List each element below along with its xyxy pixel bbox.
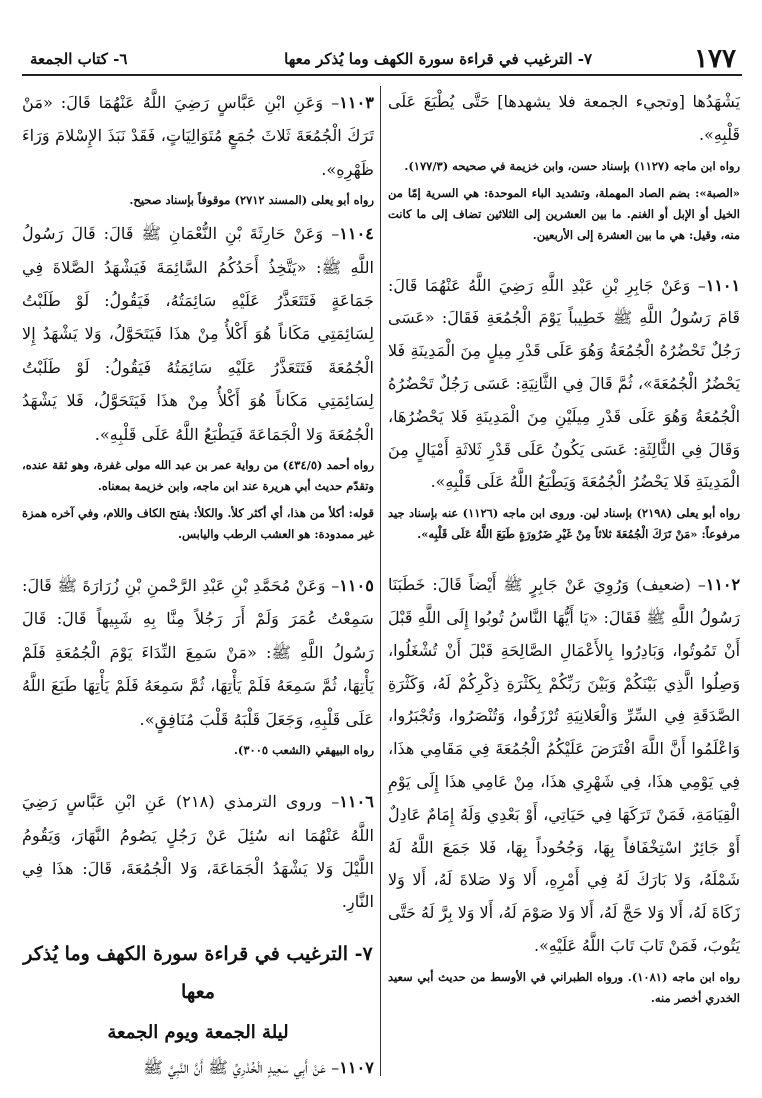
hadith-1104: ١١٠٤– وَعَنْ حَارِثَةَ بْنِ النُّعْمَانِ ﷺ قَالَ: قَالَ رَسُولُ اللَّهِ ﷺ: «يَتَّخِذُ أَحَدُكُمُ السَّائِمَةَ فَيَشْهَدُ الصَّلاةَ فِي جَمَاعَةٍ فَتَتَعَذَّرُ عَلَيْهِ سَائِمَتُهُ، فَيَقُولُ: لَوْ طَلَبْتُ لِسَائِمَتِي مَكَاناً هُوَ أَكْلأُ مِنْ هذَا فَيَتَحَوَّلُ، وَلا يَشْهَدُ إِلا الْجُمُعَةَ فَتَتَعَذَّرُ عَلَيْهِ سَائِمَتُهُ فَيَقُولُ: لَوْ طَلَبْتُ لِسَائِمَتِي مَكَاناً هُوَ أَكْلأُ مِنْ هذَا فَيَتَحَوَّلُ، فَلا يَشْهَدُ الْجُمُعَةَ وَلا الْجَمَاعَةَ فَيَطْبَعُ اللَّهُ عَلَى قَلْبِهِ».: [22, 224, 374, 444]
hadith-text: وَعَنِ ابْنِ عَبَّاسٍ رَضِيَ اللَّهُ عَنْهُمَا قَالَ: «مَنْ تَرَكَ الْجُمُعَةَ ثَلاثَ جُمَعٍ مُتَوَالِيَاتٍ، فَقَدْ نَبَذَ الإِسْلامَ وَرَاءَ ظَهْرِهِ».: [22, 93, 374, 179]
source-note: رواه ابن ماجه (١٠٨١). ورواه الطبراني في الأوسط من حديث أبي سعيد الخدري أخصر منه.: [388, 969, 740, 1005]
right-column: [388, 86, 740, 1015]
hadith-number: ١١٠٥: [339, 576, 374, 596]
source-note: رواه ابن ماجه (١١٢٧) بإسناد حسن، وابن خزيمة في صحيحه (١٧٧/٣).: [404, 158, 740, 173]
page-number: ١٧٧: [694, 44, 736, 74]
source-note: رواه البيهقي (الشعب ٣٠٠٥).: [233, 743, 374, 758]
hadith-text: وَعَنْ مُحَمَّدِ بْنِ عَبْدِ الرَّحْمنِ بْنِ زُرَارَةَ ﷺ قَالَ: سَمِعْتُ عُمَرَ وَلَمْ أَرَ رَجُلاً مِنَّا بِهِ شَبِيهاً قَالَ: قَالَ رَسُولُ اللَّهِ ﷺ: «مَنْ سَمِعَ النِّدَاءَ يَوْمَ الْجُمُعَةِ فَلَمْ يَأْتِهَا، ثُمَّ سَمِعَهُ فَلَمْ يَأْتِهَا، ثُمَّ سَمِعَهُ فَلَمْ يَأْتِهَا طَبَعَ اللَّهُ عَلَى قَلْبِهِ، وَجَعَلَ قَلْبَهُ قَلْبَ مُنَافِقٍ».: [22, 576, 374, 729]
hadith-1102: ١١٠٢– (ضعيف) وَرُوِيَ عَنْ جَابِرٍ ﷺ أَيْضاً قَالَ: خَطَبَنَا رَسُولُ اللَّهِ ﷺ فَقَالَ: «يَا أَيُّهَا النَّاسُ تُوبُوا إِلَى اللَّهِ قَبْلَ أَنْ تَمُوتُوا، وَبَادِرُوا بِالأَعْمَالِ الصَّالِحَةِ قَبْلَ أَنْ تُشْغَلُوا، وَصِلُوا الَّذِي بَيْنَكُمْ وَبَيْنَ رَبِّكُمْ بِكَثْرَةِ ذِكْرِكُمْ لَهُ، وَكَثْرَةِ الصَّدَقَةِ فِي السِّرِّ وَالْعَلانِيَةِ تُرْزَقُوا، وَتُنْصَرُوا، وَتُجْبَرُوا، وَاعْلَمُوا أَنَّ اللَّهَ افْتَرَضَ عَلَيْكُمُ الْجُمُعَةَ فِي مَقَامِي هذَا، فِي يَوْمِي هذَا، فِي شَهْرِي هذَا، مِنْ عَامِي هذَا إِلَى يَوْمِ الْقِيَامَةِ، فَمَنْ تَرَكَهَا فِي حَيَاتِي، أَوْ بَعْدِي وَلَهُ إِمَامٌ عَادِلٌ أَوْ جَائِرٌ اسْتِخْفَافاً بِهَا، وَجُحُوداً بِهَا، فَلا جَمَعَ اللَّهُ لَهُ شَمْلَهُ، وَلا بَارَكَ لَهُ فِي أَمْرِهِ، أَلا وَلا صَلاةَ لَهُ، أَلا وَلا زَكَاةَ لَهُ، أَلا وَلا حَجَّ لَهُ، أَلا وَلا صَوْمَ لَهُ، أَلا وَلا بِرَّ لَهُ حَتَّى يَتُوبَ، فَمَنْ تَابَ تَابَ اللَّهُ عَلَيْهِ».: [388, 575, 740, 955]
source-note: رواه أبو يعلى (٢١٩٨) بإسناد لين. وروى ابن ماجه (١١٢٦) عنه بإسناد جيد مرفوعاً: «مَنْ تَرَكَ الْجُمُعَةَ ثلاثاً مِنْ غَيْرِ ضَرُورَةٍ طَبَعَ اللَّهُ عَلَى قَلْبِه».: [388, 506, 740, 542]
hadith-number: ١١٠٣: [339, 93, 374, 112]
hadith-number: ١١٠٤: [339, 224, 374, 244]
section-title-line1: ٧- الترغيب في قراءة سورة الكهف وما يُذكر: [23, 942, 373, 965]
hadith-number: ١١٠٦: [339, 792, 374, 812]
hadith-text: وَعَنْ جَابِرِ بْنِ عَبْدِ اللَّهِ رَضِيَ اللَّهُ عَنْهُمَا قَالَ: قَامَ رَسُولُ اللَّهِ ﷺ خَطِيباً يَوْمَ الْجُمُعَةِ فَقَالَ: «عَسَى رَجُلٌ تَحْضُرُهُ الْجُمُعَةُ وَهُوَ عَلَى قَدْرِ مِيلٍ مِنَ الْمَدِينَةِ فَلا يَحْضُرُ الْجُمُعَةَ»، ثُمَّ قَالَ فِي الثَّانِيَةِ: عَسَى رَجُلٌ تَحْضُرُهُ الْجُمُعَةُ وَهُوَ عَلَى قَدْرِ مِيلَيْنِ مِنَ الْمَدِينَةِ فَلا يَحْضُرُهَا، وَقَالَ فِي الثَّالِثَةِ: عَسَى يَكُونُ عَلَى قَدْرِ ثَلاثَةِ أَمْيَالٍ مِنَ الْمَدِينَةِ فَلا يَحْضُرُ الْجُمُعَةَ وَيَطْبَعُ اللَّهُ عَلَى قَلْبِهِ».: [388, 275, 740, 492]
hadith-1103: ١١٠٣– وَعَنِ ابْنِ عَبَّاسٍ رَضِيَ اللَّهُ عَنْهُمَا قَالَ: «مَنْ تَرَكَ الْجُمُعَةَ ثَلاثَ جُمَعٍ مُتَوَالِيَاتٍ، فَقَدْ نَبَذَ الإِسْلامَ وَرَاءَ ظَهْرِهِ».: [22, 93, 374, 179]
page-header: [22, 44, 742, 76]
hadith-text: وروى الترمذي (٢١٨) عَنِ ابْنِ عَبَّاسٍ رَضِيَ اللَّهُ عَنْهُمَا انه سُئِلَ عَنْ رَجُلٍ يَصُومُ النَّهَارَ، وَيَقُومُ اللَّيْلَ وَلا يَشْهَدُ الْجَمَاعَةَ، وَلا الْجُمُعَةَ، قَالَ: هذَا فِي النَّارِ.: [22, 792, 374, 912]
hadith-number: ١١٠٧: [339, 1057, 374, 1077]
section-title-line2: معها: [181, 980, 215, 1003]
section-title: [22, 935, 374, 1011]
hadith-1106: ١١٠٦– وروى الترمذي (٢١٨) عَنِ ابْنِ عَبَّاسٍ رَضِيَ اللَّهُ عَنْهُمَا انه سُئِلَ عَنْ رَجُلٍ يَصُومُ النَّهَارَ، وَيَقُومُ اللَّيْلَ وَلا يَشْهَدُ الْجَمَاعَةَ، وَلا الْجُمُعَةَ، قَالَ: هذَا فِي النَّارِ.: [22, 792, 374, 912]
hadith-text: وَعَنْ حَارِثَةَ بْنِ النُّعْمَانِ ﷺ قَالَ: قَالَ رَسُولُ اللَّهِ ﷺ: «يَتَّخِذُ أَحَدُكُمُ السَّائِمَةَ فَيَشْهَدُ الصَّلاةَ فِي جَمَاعَةٍ فَتَتَعَذَّرُ عَلَيْهِ سَائِمَتُهُ، فَيَقُولُ: لَوْ طَلَبْتُ لِسَائِمَتِي مَكَاناً هُوَ أَكْلأُ مِنْ هذَا فَيَتَحَوَّلُ، وَلا يَشْهَدُ إِلا الْجُمُعَةَ فَتَتَعَذَّرُ عَلَيْهِ سَائِمَتُهُ فَيَقُولُ: لَوْ طَلَبْتُ لِسَائِمَتِي مَكَاناً هُوَ أَكْلأُ مِنْ هذَا فَيَتَحَوَّلُ، فَلا يَشْهَدُ الْجُمُعَةَ وَلا الْجَمَاعَةَ فَيَطْبَعُ اللَّهُ عَلَى قَلْبِهِ».: [22, 224, 374, 444]
source-note: رواه أبو يعلى (المسند ٢٧١٢) موقوفاً بإسناد صحيح.: [129, 193, 374, 208]
running-title: ٧- الترغيب في قراءة سورة الكهف وما يُذكر معها: [284, 50, 592, 68]
hadith-text: (ضعيف) وَرُوِيَ عَنْ جَابِرٍ ﷺ أَيْضاً قَالَ: خَطَبَنَا رَسُولُ اللَّهِ ﷺ فَقَالَ: «يَا أَيُّهَا النَّاسُ تُوبُوا إِلَى اللَّهِ قَبْلَ أَنْ تَمُوتُوا، وَبَادِرُوا بِالأَعْمَالِ الصَّالِحَةِ قَبْلَ أَنْ تُشْغَلُوا، وَصِلُوا الَّذِي بَيْنَكُمْ وَبَيْنَ رَبِّكُمْ بِكَثْرَةِ ذِكْرِكُمْ لَهُ، وَكَثْرَةِ الصَّدَقَةِ فِي السِّرِّ وَالْعَلانِيَةِ تُرْزَقُوا، وَتُنْصَرُوا، وَتُجْبَرُوا، وَاعْلَمُوا أَنَّ اللَّهَ افْتَرَضَ عَلَيْكُمُ الْجُمُعَةَ فِي مَقَامِي هذَا، فِي يَوْمِي هذَا، فِي شَهْرِي هذَا، مِنْ عَامِي هذَا إِلَى يَوْمِ الْقِيَامَةِ، فَمَنْ تَرَكَهَا فِي حَيَاتِي، أَوْ بَعْدِي وَلَهُ إِمَامٌ عَادِلٌ أَوْ جَائِرٌ اسْتِخْفَافاً بِهَا، وَجُحُوداً بِهَا، فَلا جَمَعَ اللَّهُ لَهُ شَمْلَهُ، وَلا بَارَكَ لَهُ فِي أَمْرِهِ، أَلا وَلا صَلاةَ لَهُ، أَلا وَلا زَكَاةَ لَهُ، أَلا وَلا حَجَّ لَهُ، أَلا وَلا صَوْمَ لَهُ، أَلا وَلا بِرَّ لَهُ حَتَّى يَتُوبَ، فَمَنْ تَابَ تَابَ اللَّهُ عَلَيْهِ».: [388, 575, 740, 955]
gloss-note: «الصبة»: بضم الصاد المهملة، وتشديد الباء الموحدة: هي السرية إمّا من الخيل أو الإبل أو الغنم. ما بين العشرين إلى الثلاثين تضاف إلى ما كانت منه، وقيل: هي ما بين العشرة إلى الأربعين.: [388, 185, 740, 242]
section-subtitle: ليلة الجمعة ويوم الجمعة: [107, 1021, 289, 1043]
hadith-1101: ١١٠١– وَعَنْ جَابِرِ بْنِ عَبْدِ اللَّهِ رَضِيَ اللَّهُ عَنْهُمَا قَالَ: قَامَ رَسُولُ اللَّهِ ﷺ خَطِيباً يَوْمَ الْجُمُعَةِ فَقَالَ: «عَسَى رَجُلٌ تَحْضُرُهُ الْجُمُعَةُ وَهُوَ عَلَى قَدْرِ مِيلٍ مِنَ الْمَدِينَةِ فَلا يَحْضُرُ الْجُمُعَةَ»، ثُمَّ قَالَ فِي الثَّانِيَةِ: عَسَى رَجُلٌ تَحْضُرُهُ الْجُمُعَةُ وَهُوَ عَلَى قَدْرِ مِيلَيْنِ مِنَ الْمَدِينَةِ فَلا يَحْضُرُهَا، وَقَالَ فِي الثَّالِثَةِ: عَسَى يَكُونُ عَلَى قَدْرِ ثَلاثَةِ أَمْيَالٍ مِنَ الْمَدِينَةِ فَلا يَحْضُرُ الْجُمُعَةَ وَيَطْبَعُ اللَّهُ عَلَى قَلْبِهِ».: [388, 275, 740, 492]
gloss-note: قوله: أكلأ من هذا، أي أكثر كلأ. والكلأ: بفتح الكاف واللام، وفي آخره همزة غير ممدودة: هو العشب الرطب واليابس.: [22, 506, 374, 542]
hadith-number: ١١٠١: [705, 275, 740, 295]
hadith-text: عَنْ أَبِي سَعِيدٍ الْخُدْرِيِّ ﷺ أَنَّ النَّبِيَّ ﷺ: [143, 1057, 326, 1077]
hadith-number: ١١٠٢: [705, 575, 740, 595]
source-note: رواه أحمد (٤٣٤/٥) من رواية عمر بن عبد الله مولى غفرة، وهو ثقة عنده، وتقدّم حديث أبي هريرة عند ابن ماجه، وابن خزيمة بمعناه.: [22, 458, 375, 494]
hadith-1107: ١١٠٧– عَنْ أَبِي سَعِيدٍ الْخُدْرِيِّ ﷺ أَنَّ النَّبِيَّ ﷺ: [143, 1057, 374, 1077]
column-divider: [380, 86, 381, 1076]
continued-text: يَشْهَدُها [وتجيء الجمعة فلا يشهدها] حَتَّى يُطْبَعَ عَلَى قَلْبِهِ».: [388, 92, 740, 144]
book-title: ٦- كتاب الجمعة: [30, 50, 128, 68]
left-column: [22, 86, 374, 1084]
hadith-1105: ١١٠٥– وَعَنْ مُحَمَّدِ بْنِ عَبْدِ الرَّحْمنِ بْنِ زُرَارَةَ ﷺ قَالَ: سَمِعْتُ عُمَرَ وَلَمْ أَرَ رَجُلاً مِنَّا بِهِ شَبِيهاً قَالَ: قَالَ رَسُولُ اللَّهِ ﷺ: «مَنْ سَمِعَ النِّدَاءَ يَوْمَ الْجُمُعَةِ فَلَمْ يَأْتِهَا، ثُمَّ سَمِعَهُ فَلَمْ يَأْتِهَا، ثُمَّ سَمِعَهُ فَلَمْ يَأْتِهَا طَبَعَ اللَّهُ عَلَى قَلْبِهِ، وَجَعَلَ قَلْبَهُ قَلْبَ مُنَافِقٍ».: [22, 576, 374, 729]
